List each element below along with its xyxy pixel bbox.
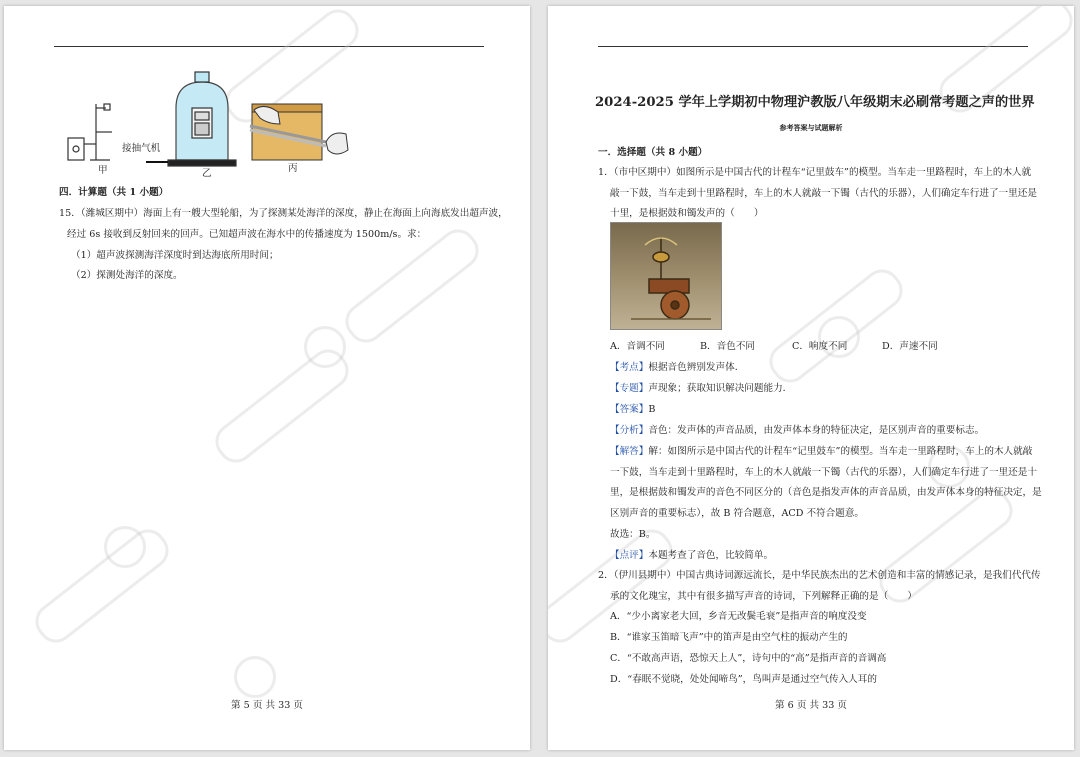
option-2a: A．“少小离家老大回，乡音无改鬓毛衰”是指声音的响度没变	[610, 611, 867, 622]
drum-cart-illustration	[611, 223, 721, 329]
zhuanti-row	[610, 384, 792, 394]
drum-cart-photo	[610, 222, 722, 330]
fenxi-text: 音色：发声体的声音品质，由发声体本身的特征决定，是区别声音的重要标志。	[648, 425, 985, 436]
document-page-6	[548, 6, 1074, 750]
header-rule	[54, 46, 484, 47]
jieda-line2: 一下鼓，当车走到十里路程时，车上的木人就敲一下镯（古代的乐器），人们确定车行进了一里还是十	[610, 467, 1037, 478]
watermark	[28, 522, 176, 650]
option-1b: B．音色不同	[700, 341, 756, 352]
answer-text: B	[648, 404, 656, 415]
dianping-row	[610, 551, 773, 561]
question-15-line1: 15．（潍城区期中）海面上有一艘大型轮船，为了探测某处海洋的深度，静止在海面上向海底发出超声波，	[59, 208, 508, 219]
section-title-calculation: 四．计算题（共 1 小题）	[59, 187, 169, 198]
zhuanti-text: 声现象；获取知识解决问题能力．	[648, 383, 793, 394]
experiment-figure	[64, 68, 364, 184]
figure-label-bing: 丙	[288, 163, 298, 174]
question-15-line2: 经过 6s 接收到反射回来的回声。已知超声波在海水中的传播速度为 1500m/s。求：	[67, 229, 427, 240]
fenxi-tag: 【分析】	[610, 425, 649, 436]
figure-label-pump: 接抽气机	[122, 143, 161, 154]
zhuanti-tag: 【专题】	[610, 383, 649, 394]
jieda-line1: 解：如图所示是中国古代的计程车“记里鼓车”的模型。当车走一里路程时，车上的木人就敲	[648, 446, 1033, 457]
ruler-on-desk	[250, 104, 348, 160]
jieda-line4: 区别声音的重要标志），故 B 符合题意，ACD 不符合题意。	[610, 508, 865, 519]
option-2b: B．“谁家玉笛暗飞声”中的笛声是由空气柱的振动产生的	[610, 632, 848, 643]
watermark	[338, 222, 486, 350]
option-1c: C．响度不同	[792, 341, 848, 352]
kaodian-row	[610, 363, 744, 373]
page-footer: 第 6 页 共 33 页	[775, 700, 847, 711]
question-15-sub1: （1）超声波探测海洋深度时到达海底所用时间；	[71, 250, 279, 261]
section-title-choice: 一．选择题（共 8 小题）	[598, 147, 708, 158]
question-1-line1: 1．（市中区期中）如图所示是中国古代的计程车“记里鼓车”的模型。当车走一里路程时，车上的木人就	[598, 167, 1032, 178]
question-1-line3: 十里，是根据鼓和镯发声的（ ）	[610, 208, 764, 219]
document-title: 2024-2025 学年上学期初中物理沪教版八年级期末必刷常考题之声的世界	[595, 95, 1035, 110]
dianping-tag: 【点评】	[610, 550, 649, 561]
document-subtitle: 参考答案与试题解析	[779, 123, 843, 132]
kaodian-tag: 【考点】	[610, 362, 649, 373]
figure-label-yi: 乙	[202, 168, 212, 179]
answer-tag: 【答案】	[610, 404, 649, 415]
jieda-tag: 【解答】	[610, 446, 649, 457]
watermark-logo	[104, 526, 146, 568]
stand-apparatus	[68, 104, 112, 160]
option-1d: D．声速不同	[882, 341, 938, 352]
header-rule	[598, 46, 1028, 47]
question-15-sub2: （2）探测处海洋的深度。	[71, 270, 183, 281]
question-2-line2: 承的文化瑰宝，其中有很多描写声音的诗词，下列解释正确的是（ ）	[610, 591, 917, 602]
option-2d: D．“春眠不觉晓，处处闻啼鸟”，鸟叫声是通过空气传入人耳的	[610, 674, 877, 685]
figure-label-jia: 甲	[98, 165, 108, 176]
question-1-line2: 敲一下鼓，当车走到十里路程时，车上的木人就敲一下镯（古代的乐器），人们确定车行进了一里还是	[610, 188, 1037, 199]
option-2c: C．“不敢高声语，恐惊天上人”，诗句中的“高”是指声音的音调高	[610, 653, 887, 664]
watermark	[548, 522, 680, 650]
document-page-5	[4, 6, 530, 750]
watermark-logo	[304, 326, 346, 368]
fenxi-row	[610, 426, 984, 436]
guxuan-text: 故选：B。	[610, 529, 656, 540]
option-1a: A．音调不同	[610, 341, 665, 352]
jieda-row	[610, 447, 1032, 457]
jieda-line3: 里，是根据鼓和镯发声的音色不同区分的（音色是指发声体的声音品质，由发声体本身的特征决定，是	[610, 487, 1042, 498]
kaodian-text: 根据音色辨别发声体．	[648, 362, 745, 373]
page-footer: 第 5 页 共 33 页	[231, 700, 303, 711]
question-2-line1: 2．（伊川县期中）中国古典诗词源远流长，是中华民族杰出的艺术创造和丰富的情感记录，是我们代代传	[598, 570, 1041, 581]
dianping-text: 本题考查了音色，比较简单。	[648, 550, 774, 561]
answer-row	[610, 405, 655, 415]
watermark-logo	[234, 656, 276, 698]
